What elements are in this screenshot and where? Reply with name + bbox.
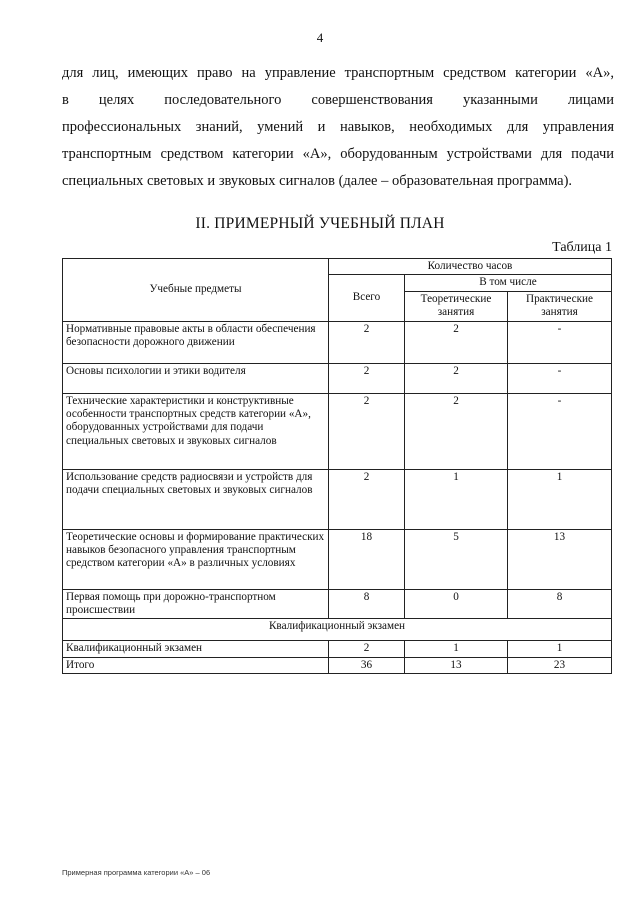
- practice-cell: 23: [508, 657, 612, 673]
- paragraph-line: транспортным средством категории «А», оборудованным устройствами для подачи: [62, 146, 614, 162]
- subject-cell: Первая помощь при дорожно-транспортном происшествии: [63, 589, 329, 619]
- page-number: 4: [316, 30, 324, 45]
- table-row: [63, 589, 612, 619]
- total-cell: 2: [329, 469, 405, 529]
- subject-cell: Теоретические основы и формирование практических навыков безопасного управления транспортным средством категории «А» в различных условиях: [63, 529, 329, 589]
- theory-cell: 13: [405, 657, 508, 673]
- theory-cell: 5: [405, 529, 508, 589]
- table-row: [63, 529, 612, 589]
- header-hours: Количество часов: [329, 259, 612, 275]
- table-caption: Таблица 1: [552, 240, 612, 255]
- header-including: В том числе: [405, 275, 612, 291]
- table-row: [63, 469, 612, 529]
- total-cell: 8: [329, 589, 405, 619]
- total-cell: 2: [329, 363, 405, 393]
- page-footer: Примерная программа категории «А» – 06: [62, 868, 211, 877]
- theory-cell: 2: [405, 363, 508, 393]
- subject-cell: Итого: [63, 657, 329, 673]
- curriculum-table: [62, 258, 612, 674]
- practice-cell: -: [508, 363, 612, 393]
- practice-cell: 1: [508, 641, 612, 657]
- table-row: [63, 641, 612, 657]
- subject-cell: Использование средств радиосвязи и устройств для подачи специальных световых и звуковых сигналов: [63, 469, 329, 529]
- theory-cell: 2: [405, 393, 508, 469]
- intro-paragraph: [62, 60, 614, 195]
- total-cell: 2: [329, 641, 405, 657]
- subject-cell: Основы психологии и этики водителя: [63, 363, 329, 393]
- paragraph-line: в целях последовательного совершенствования указанными лицами: [62, 92, 614, 108]
- table-row: [63, 393, 612, 469]
- practice-cell: -: [508, 321, 612, 363]
- section-heading: II. ПРИМЕРНЫЙ УЧЕБНЫЙ ПЛАН: [195, 215, 445, 232]
- theory-cell: 1: [405, 469, 508, 529]
- header-subjects: Учебные предметы: [63, 259, 329, 322]
- subject-cell: Квалификационный экзамен: [63, 641, 329, 657]
- subject-cell: Технические характеристики и конструктивные особенности транспортных средств категории «А», оборудованных устройствами для подачи специальных световых и звуковых сигналов: [63, 393, 329, 469]
- paragraph-line: профессиональных знаний, умений и навыков, необходимых для управления: [62, 119, 614, 135]
- table-row: [63, 363, 612, 393]
- section-label: Квалификационный экзамен: [63, 619, 612, 641]
- total-cell: 2: [329, 321, 405, 363]
- header-practice: Практические занятия: [508, 291, 612, 321]
- practice-cell: 1: [508, 469, 612, 529]
- subject-cell: Нормативные правовые акты в области обеспечения безопасности дорожного движении: [63, 321, 329, 363]
- total-row: [63, 657, 612, 673]
- total-cell: 18: [329, 529, 405, 589]
- section-row: [63, 619, 612, 641]
- header-total: Всего: [329, 275, 405, 321]
- paragraph-line: специальных световых и звуковых сигналов (далее – образовательная программа).: [62, 173, 573, 189]
- header-theory: Теоретические занятия: [405, 291, 508, 321]
- theory-cell: 1: [405, 641, 508, 657]
- table-row: [63, 321, 612, 363]
- paragraph-line: для лиц, имеющих право на управление транспортным средством категории «А»,: [62, 65, 614, 81]
- practice-cell: 8: [508, 589, 612, 619]
- total-cell: 2: [329, 393, 405, 469]
- theory-cell: 2: [405, 321, 508, 363]
- practice-cell: 13: [508, 529, 612, 589]
- theory-cell: 0: [405, 589, 508, 619]
- practice-cell: -: [508, 393, 612, 469]
- total-cell: 36: [329, 657, 405, 673]
